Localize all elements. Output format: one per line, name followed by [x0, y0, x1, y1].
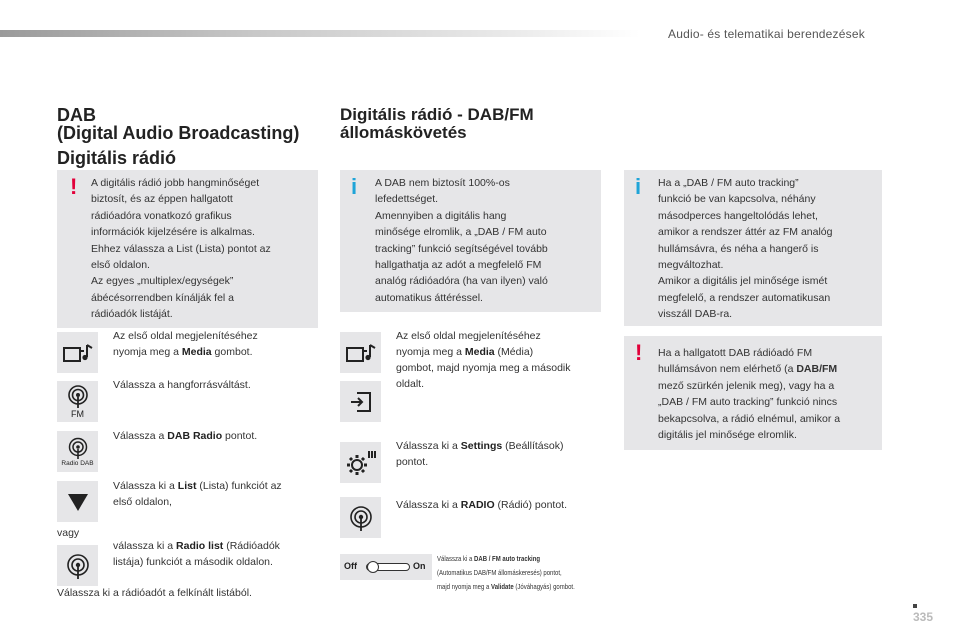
warning-icon: !: [635, 340, 643, 365]
media-button-tile: [57, 332, 98, 373]
fm-label: FM: [71, 409, 84, 419]
dab-fm-title-sub: állomáskövetés: [340, 123, 467, 142]
dab-fm-title: Digitális rádió - DAB/FM: [340, 105, 534, 124]
info-text-middle: A DAB nem biztosít 100%-os lefedettséget. Amennyiben a digitális hang minősége elromlik, a „DAB / FM auto tracking” funkció segítségével tovább hallgathatja az adót a megfelelő FM analóg rádióadóra (ha van ilyen) való automatikus áttéréssel.: [375, 177, 548, 304]
middle-step-1: Az első oldal megjelenítéséhez nyomja meg a Media (Média) gombot, majd nyomja meg a második oldalt.: [396, 330, 571, 390]
toggle-knob: [367, 561, 379, 573]
left-step-2: Válassza a hangforrásváltást.: [113, 379, 251, 391]
info-icon: i: [635, 174, 642, 199]
left-step-4: Válassza ki a List (Lista) funkciót az első oldalon,: [113, 480, 282, 508]
warning-text-left: A digitális rádió jobb hangminőséget biztosít, és az éppen hallgatott rádióadóra vonatkozó grafikus információk kijelzésére is alkalmas. Ehhez válassza a List (Lista) pontot az első oldalon. Az egyes „multiplex/egységek” ábécésorrendben kínálják fel a rádióadók listáját.: [91, 177, 271, 321]
or-label: vagy: [57, 527, 80, 539]
source-change-tile: [57, 381, 98, 422]
middle-step-2: Válassza ki a Settings (Beállítások) pontot.: [396, 440, 564, 468]
warning-text-right: Ha a hallgatott DAB rádióadó FM hullámsávon nem elérhető (a DAB/FM mező szürkén jelenik meg), vagy ha a „DAB / FM auto tracking” funkció nincs bekapcsolva, a rádió elnémul, amikor a digitális jel minősége elromlik.: [658, 347, 841, 442]
radio-wave-icon: [65, 384, 91, 408]
radio-wave-icon: [65, 553, 91, 579]
middle-step-4: Válassza ki a DAB / FM auto tracking (Automatikus DAB/FM állomáskeresés) pontot, majd nyomja meg a Validate (Jóváhagyás) gombot.: [437, 554, 575, 591]
second-page-tile: [340, 381, 381, 422]
media-button-tile-2: [340, 332, 381, 373]
auto-tracking-toggle-tile: [340, 554, 432, 580]
settings-icon: [345, 449, 377, 477]
dab-radio-tile: [57, 431, 98, 472]
header-bar: [0, 30, 640, 37]
left-final-step: Válassza ki a rádióadót a felkínált listából.: [57, 587, 252, 599]
triangle-down-icon: [67, 492, 89, 512]
radio-list-tile: [57, 545, 98, 586]
dab-title: DAB: [57, 105, 96, 125]
media-icon: [346, 342, 376, 364]
digital-radio-heading: Digitális rádió: [57, 148, 177, 168]
toggle-on-label: On: [413, 561, 426, 571]
page-number: 335: [913, 610, 934, 624]
warning-icon: !: [70, 174, 78, 199]
left-step-5: válassza ki a Radio list (Rádióadók listája) funkciót a második oldalon.: [113, 540, 280, 568]
chapter-title: Audio- és telematikai berendezések: [668, 27, 865, 41]
middle-step-3: Válassza ki a RADIO (Rádió) pontot.: [396, 499, 567, 511]
radio-dab-label: Radio DAB: [61, 459, 94, 467]
media-icon: [63, 342, 93, 364]
page-icon: [349, 390, 373, 414]
info-icon: i: [351, 174, 358, 199]
left-step-3: Válassza a DAB Radio pontot.: [113, 430, 258, 442]
radio-wave-icon: [66, 437, 90, 459]
left-step-1: Az első oldal megjelenítéséhez nyomja meg a Media gombot.: [113, 330, 258, 358]
list-tile: [57, 481, 98, 522]
page-marker: [913, 604, 917, 608]
radio-tile: [340, 497, 381, 538]
dab-title-sub: (Digital Audio Broadcasting): [57, 123, 300, 143]
radio-wave-icon: [348, 505, 374, 531]
info-text-right: Ha a „DAB / FM auto tracking” funkció be van kapcsolva, néhány másodperces hangeltolódás lehet, amikor a rendszer áttér az FM analóg hullámsávra, és néha a hangerő is megváltozhat. Amikor a digitális jel minősége ismét megfelelő, a rendszer automatikusan visszáll DAB-ra.: [658, 177, 833, 321]
toggle-off-label: Off: [344, 561, 357, 571]
settings-tile: [340, 442, 381, 483]
